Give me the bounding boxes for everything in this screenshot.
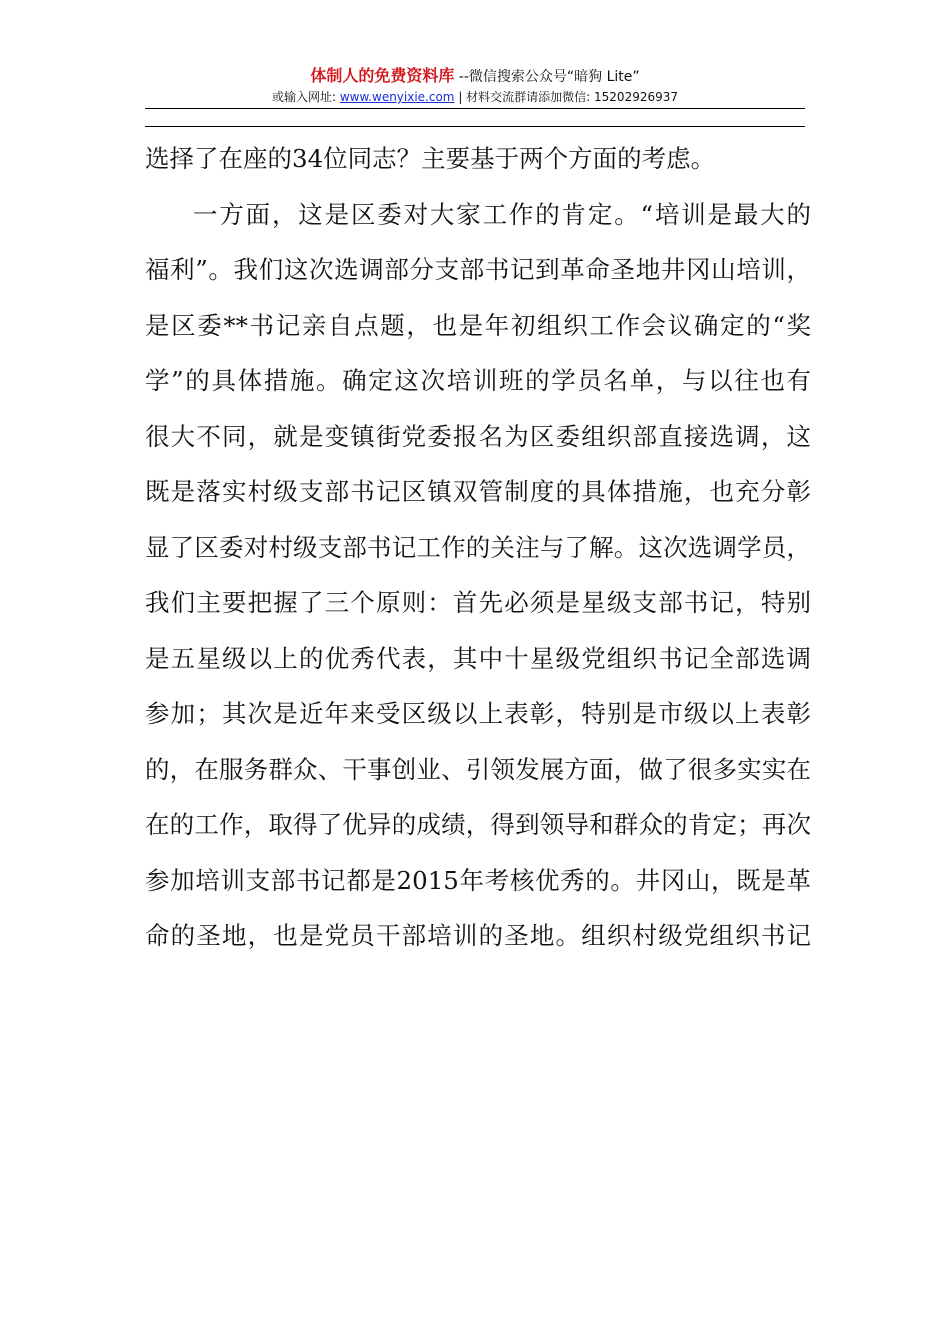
text-line: 在的工作，取得了优异的成绩，得到领导和群众的肯定；再次 bbox=[145, 810, 811, 839]
text-line: 参加培训支部书记都是2015年考核优秀的。井冈山，既是革 bbox=[145, 865, 811, 895]
text-line: 命的圣地，也是党员干部培训的圣地。组织村级党组织书记 bbox=[145, 921, 811, 950]
text-line: 是五星级以上的优秀代表，其中十星级党组织书记全部选调 bbox=[145, 643, 811, 673]
text-line: 显了区委对村级支部书记工作的关注与了解。这次选调学员， bbox=[145, 532, 811, 562]
brand-title: 体制人的免费资料库 bbox=[310, 66, 455, 85]
text-line: 学”的具体措施。确定这次培训班的学员名单，与以往也有 bbox=[145, 366, 811, 395]
header-title-line bbox=[145, 66, 805, 87]
text-line: 选择了在座的34位同志？主要基于两个方面的考虑。 bbox=[145, 144, 716, 173]
text-line: 很大不同，就是变镇街党委报名为区委组织部直接选调，这 bbox=[145, 421, 811, 451]
url-prefix: 或输入网址: bbox=[271, 90, 340, 104]
text-line: 的，在服务群众、干事创业、引领发展方面，做了很多实实在 bbox=[145, 754, 811, 784]
text-line: 福利”。我们这次选调部分支部书记到革命圣地井冈山培训， bbox=[145, 255, 811, 284]
website-link[interactable]: www.wenyixie.com bbox=[339, 90, 455, 104]
text-line: 我们主要把握了三个原则：首先必须是星级支部书记，特别 bbox=[145, 588, 811, 617]
text-line: 既是落实村级支部书记区镇双管制度的具体措施，也充分彰 bbox=[145, 477, 811, 506]
header-tagline: --微信搜索公众号“暗狗 Lite” bbox=[454, 69, 640, 85]
page-top-divider bbox=[145, 126, 805, 127]
text-line: 是区委**书记亲自点题，也是年初组织工作会议确定的“奖 bbox=[145, 310, 811, 340]
text-line: 参加；其次是近年来受区级以上表彰，特别是市级以上表彰 bbox=[145, 699, 811, 728]
header-contact-line bbox=[145, 88, 805, 106]
body-text bbox=[145, 137, 811, 970]
header-divider bbox=[145, 108, 805, 109]
text-line: 一方面，这是区委对大家工作的肯定。“培训是最大的 bbox=[193, 199, 811, 229]
document-header bbox=[145, 66, 805, 106]
contact-info: | 材料交流群请添加微信: 15202926937 bbox=[454, 90, 679, 104]
